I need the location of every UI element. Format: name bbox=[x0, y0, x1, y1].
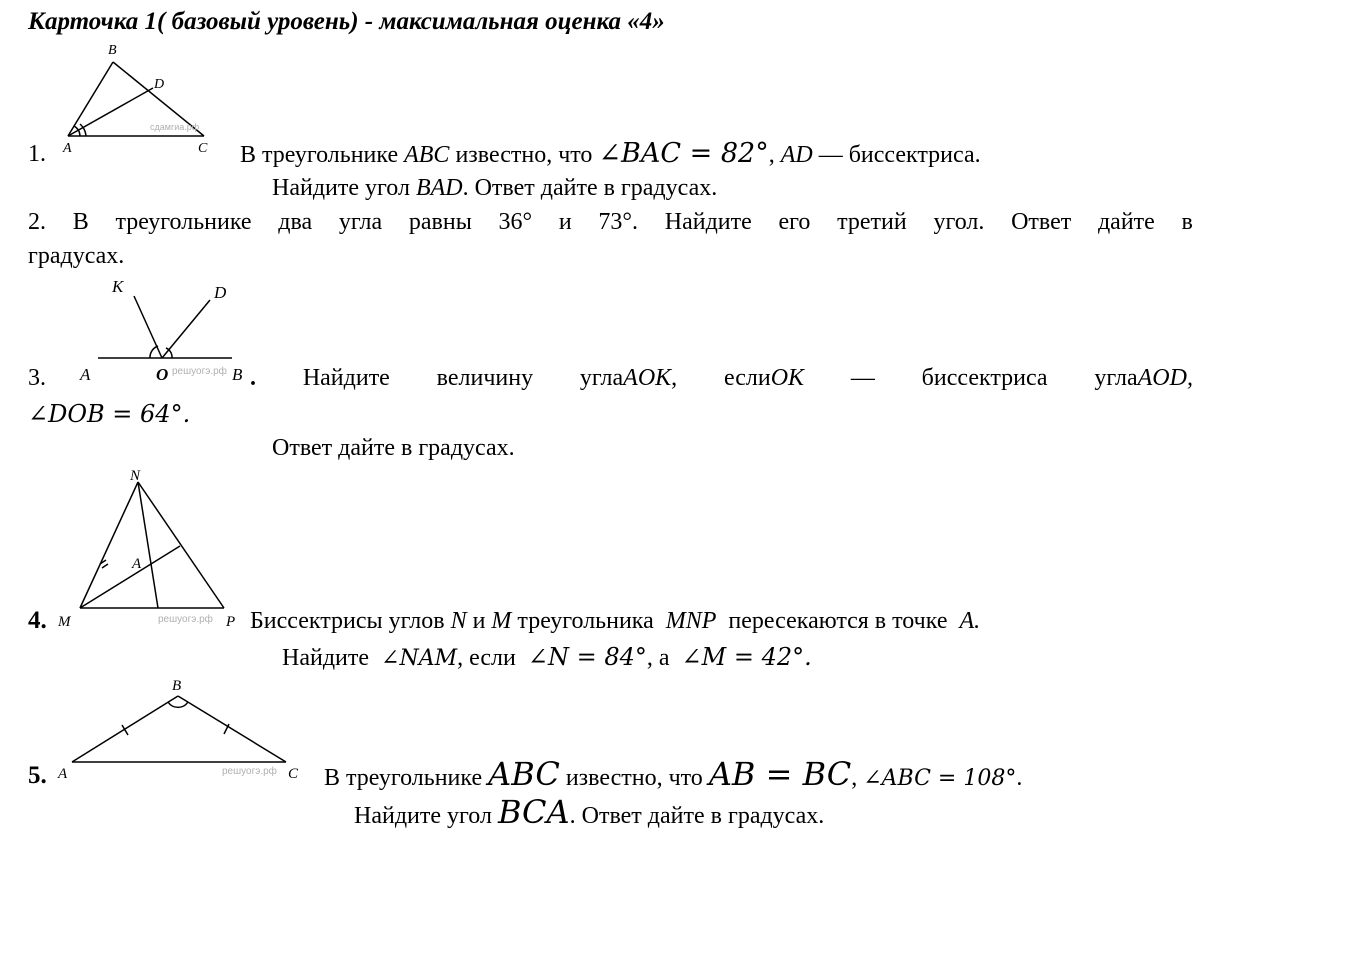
label-c: C bbox=[198, 141, 208, 156]
angle-arc bbox=[168, 702, 188, 707]
side-nm bbox=[80, 482, 138, 608]
bisector-n bbox=[138, 482, 158, 608]
problem-1-figure bbox=[58, 40, 218, 158]
problem-3-line-1: . Найдите величину углаAOK, еслиOK — биссектриса углаAOD, bbox=[250, 365, 1193, 391]
problem-4-figure bbox=[54, 460, 244, 636]
side-bc bbox=[178, 696, 286, 762]
problem-4-line-2: Найдите ∠NAM, если ∠N = 84°, а ∠M = 42°. bbox=[282, 643, 812, 671]
ray-ok bbox=[134, 296, 162, 358]
problem-1-line-1: В треугольнике ABC известно, что ∠BAC = 82°, AD — биссектриса. bbox=[240, 138, 981, 169]
problem-3-number: 3. bbox=[28, 365, 46, 391]
problem-1-line-2: Найдите угол BAD. Ответ дайте в градусах. bbox=[272, 175, 718, 201]
problem-3-figure bbox=[74, 272, 254, 386]
problem-5-figure bbox=[54, 672, 314, 788]
side-ab bbox=[68, 62, 113, 136]
problem-1-number: 1. bbox=[28, 141, 46, 167]
label-n: N bbox=[130, 468, 141, 484]
side-np bbox=[138, 482, 224, 608]
watermark: сдамгиа.рф bbox=[150, 122, 200, 132]
label-d: D bbox=[154, 77, 165, 92]
label-a: A bbox=[58, 766, 68, 782]
problem-5-line-2: Найдите угол BCA. Ответ дайте в градусах. bbox=[354, 793, 825, 831]
label-a: A bbox=[63, 141, 72, 156]
label-b: B bbox=[232, 365, 243, 384]
problem-4-line-1: Биссектрисы углов N и M треугольника MNP пересекаются в точке A. bbox=[250, 608, 981, 634]
problem-5-line-1: В треугольнике ABC известно, что AB = BC, ∠ABC = 108°. bbox=[324, 755, 1023, 793]
label-k: K bbox=[112, 277, 124, 296]
problem-3-line-3: Ответ дайте в градусах. bbox=[272, 435, 515, 461]
label-p: P bbox=[226, 614, 236, 630]
label-b: B bbox=[108, 43, 117, 58]
watermark: решуогэ.рф bbox=[158, 614, 213, 625]
watermark: решуогэ.рф bbox=[222, 766, 277, 777]
tick-2 bbox=[102, 564, 108, 568]
label-o: O bbox=[156, 365, 169, 384]
card-title: Карточка 1( базовый уровень) - максимальная оценка «4» bbox=[28, 8, 665, 35]
problem-4-number: 4. bbox=[28, 607, 47, 634]
label-d: D bbox=[214, 283, 227, 302]
watermark: решуогэ.рф bbox=[172, 366, 227, 377]
label-m: M bbox=[58, 614, 71, 630]
label-a: A bbox=[80, 365, 91, 384]
problem-2-line-1: 2. В треугольнике два угла равны 36° и 73°. Найдите его третий угол. Ответ дайте в bbox=[28, 209, 1193, 235]
label-c: C bbox=[288, 766, 299, 782]
problem-3-line-2: ∠DOB = 64°. bbox=[28, 400, 191, 428]
problem-5-number: 5. bbox=[28, 762, 47, 789]
label-a: A bbox=[132, 556, 142, 572]
label-b: B bbox=[172, 678, 182, 694]
bisector-ad bbox=[68, 88, 153, 136]
problem-2-line-2: градусах. bbox=[28, 243, 125, 269]
